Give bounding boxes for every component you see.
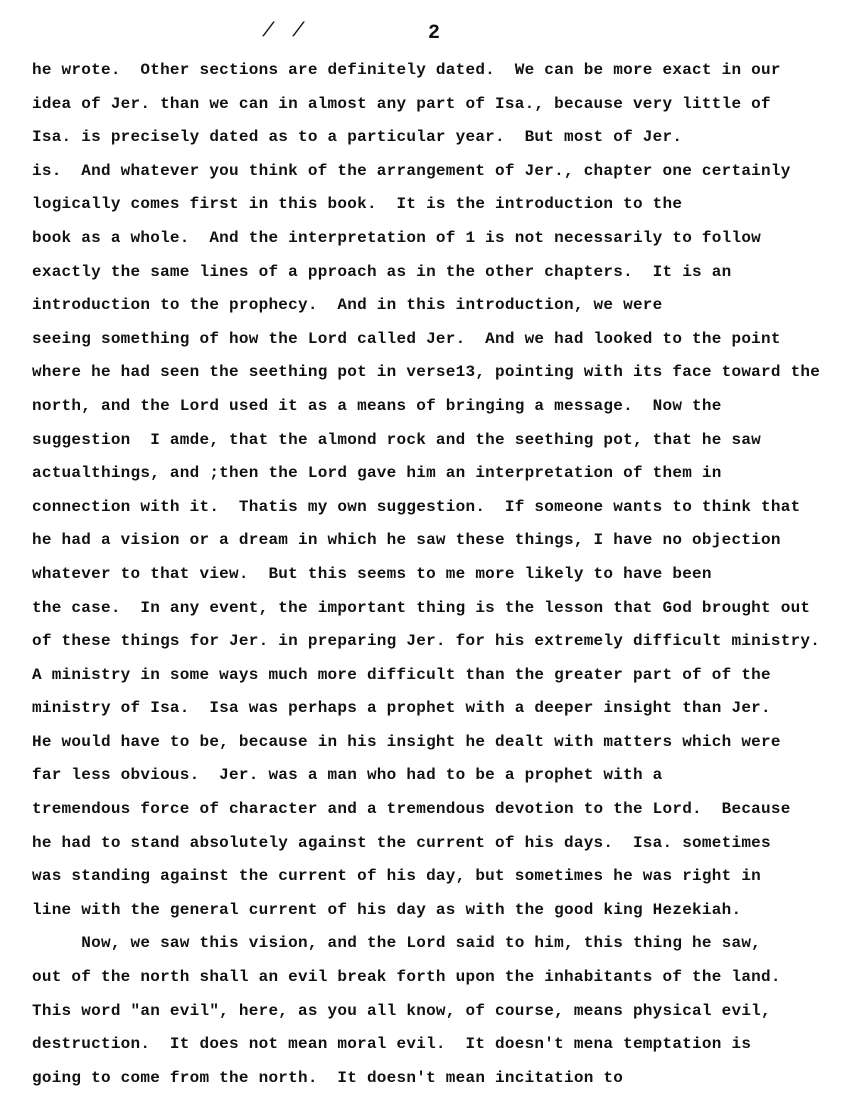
text-line: logically comes first in this book. It is the introduction to the <box>32 195 683 214</box>
text-line: suggestion I amde, that the almond rock and the seething pot, that he saw <box>32 430 762 449</box>
text-line: This word "an evil", here, as you all know, of course, means physical evil, <box>32 1001 771 1020</box>
text-line: he had a vision or a dream in which he saw these things, I have no objection <box>32 531 781 550</box>
text-line: the case. In any event, the important thing is the lesson that God brought out <box>32 598 811 617</box>
text-line: destruction. It does not mean moral evil. It doesn't mena temptation is <box>32 1035 752 1054</box>
text-line: was standing against the current of his day, but sometimes he was right in <box>32 867 762 886</box>
text-line: connection with it. Thatis my own suggestion. If someone wants to think that <box>32 497 801 516</box>
text-line: line with the general current of his day as with the good king Hezekiah. <box>32 900 742 919</box>
text-line: seeing something of how the Lord called Jer. And we had looked to the point <box>32 329 781 348</box>
text-line: A ministry in some ways much more difficult than the greater part of of the <box>32 665 771 684</box>
text-line: of these things for Jer. in preparing Jer. for his extremely difficult ministry. <box>32 632 821 651</box>
text-line: is. And whatever you think of the arrangement of Jer., chapter one certainly <box>32 161 791 180</box>
text-line: actualthings, and ;then the Lord gave him an interpretation of them in <box>32 464 722 483</box>
text-line: idea of Jer. than we can in almost any part of Isa., because very little of <box>32 94 771 113</box>
page-number: 2 <box>428 22 442 45</box>
text-line: Isa. is precisely dated as to a particular year. But most of Jer. <box>32 128 683 147</box>
text-line: whatever to that view. But this seems to me more likely to have been <box>32 564 712 583</box>
text-line: north, and the Lord used it as a means of bringing a message. Now the <box>32 396 722 415</box>
margin-mark: / / <box>259 20 310 43</box>
text-line: far less obvious. Jer. was a man who had to be a prophet with a <box>32 766 663 785</box>
text-line: He would have to be, because in his insight he dealt with matters which were <box>32 732 781 751</box>
text-line: introduction to the prophecy. And in this introduction, we were <box>32 296 663 315</box>
text-line: exactly the same lines of a pproach as in the other chapters. It is an <box>32 262 732 281</box>
text-line: ministry of Isa. Isa was perhaps a prophet with a deeper insight than Jer. <box>32 699 771 718</box>
text-line: he had to stand absolutely against the current of his days. Isa. sometimes <box>32 833 771 852</box>
text-line: out of the north shall an evil break forth upon the inhabitants of the land. <box>32 968 781 987</box>
text-line: going to come from the north. It doesn't mean incitation to <box>32 1068 624 1087</box>
text-line: where he had seen the seething pot in verse13, pointing with its face toward the <box>32 363 821 382</box>
text-line: Now, we saw this vision, and the Lord said to him, this thing he saw, <box>32 934 762 953</box>
body-text <box>32 54 844 1095</box>
text-line: he wrote. Other sections are definitely dated. We can be more exact in our <box>32 61 781 79</box>
text-line: tremendous force of character and a tremendous devotion to the Lord. Because <box>32 800 791 819</box>
text-line: book as a whole. And the interpretation of 1 is not necessarily to follow <box>32 228 762 247</box>
